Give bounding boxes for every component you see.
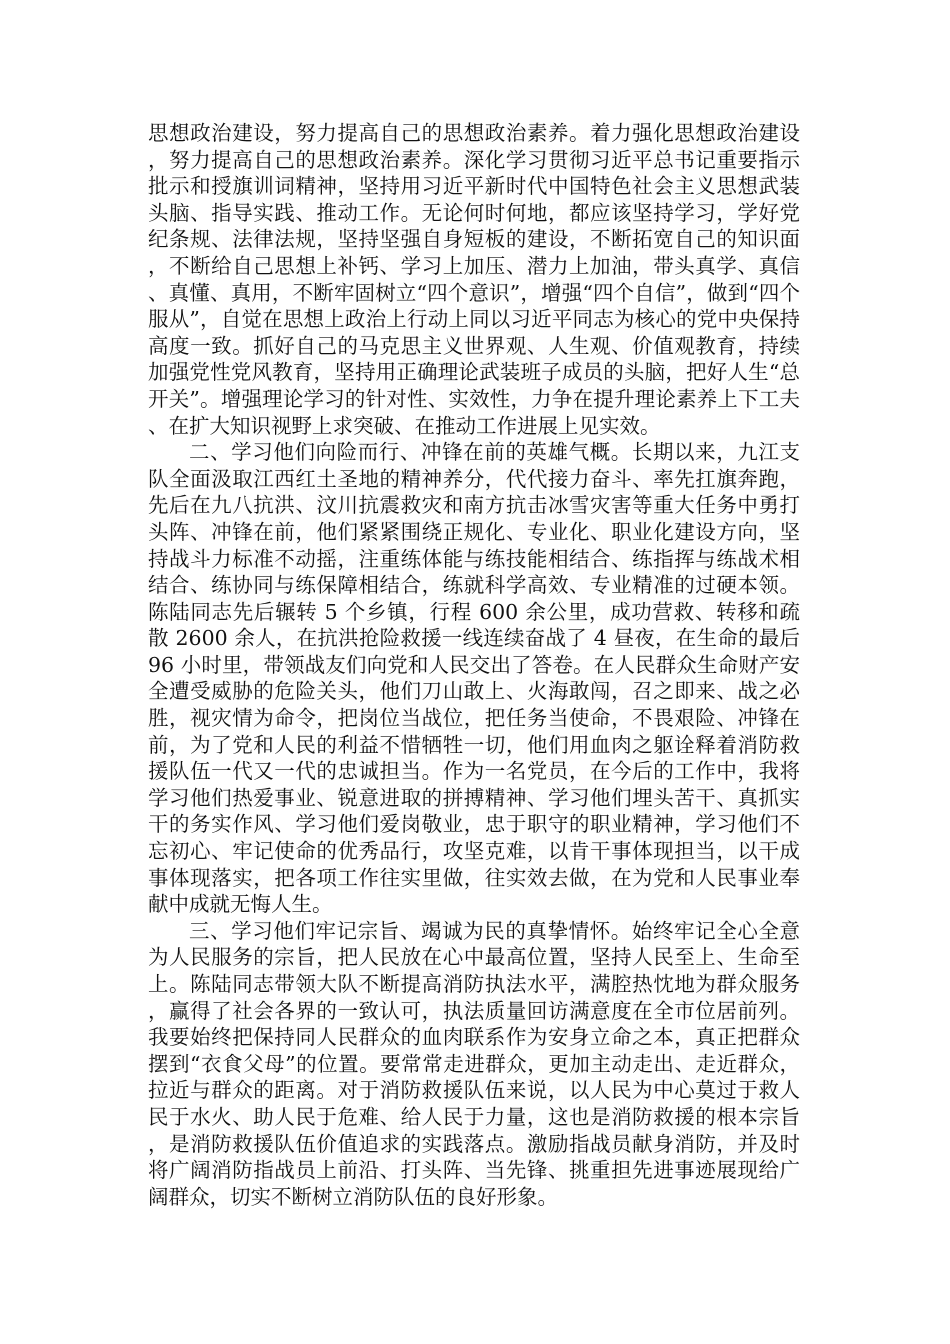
- paragraph-3: 三、学习他们牢记宗旨、竭诚为民的真挚情怀。始终牢记全心全意为人民服务的宗旨，把人民放在心中最高位置，坚持人民至上、生命至上。陈陆同志带领大队不断提高消防执法水平，满腔热忱地为群众服务，赢得了社会各界的一致认可，执法质量回访满意度在全市位居前列。我要始终把保持同人民群众的血肉联系作为安身立命之本，真正把群众摆到“衣食父母”的位置。要常常走进群众，更加主动走出、走近群众，拉近与群众的距离。对于消防救援队伍来说，以人民为中心莫过于救人民于水火、助人民于危难、给人民于力量，这也是消防救援的根本宗旨，是消防救援队伍价值追求的实践落点。激励指战员献身消防，并及时将广阔消防指战员上前沿、打头阵、当先锋、挑重担先进事迹展现给广阔群众，切实不断树立消防队伍的良好形象。: [148, 918, 800, 1209]
- paragraph-1: 思想政治建设，努力提高自己的思想政治素养。着力强化思想政治建设，努力提高自己的思想政治素养。深化学习贯彻习近平总书记重要指示批示和授旗训词精神，坚持用习近平新时代中国特色社会主义思想武装头脑、指导实践、推动工作。无论何时何地，都应该坚持学习，学好党纪条规、法律法规，坚持坚强自身短板的建设，不断拓宽自己的知识面，不断给自己思想上补钙、学习上加压、潜力上加油，带头真学、真信、真懂、真用，不断牢固树立“四个意识”，增强“四个自信”，做到“四个服从”，自觉在思想上政治上行动上同以习近平同志为核心的党中央保持高度一致。抓好自己的马克思主义世界观、人生观、价值观教育，持续加强党性党风教育，坚持用正确理论武装班子成员的头脑，把好人生“总开关”。增强理论学习的针对性、实效性，力争在提升理论素养上下工夫、在扩大知识视野上求突破、在推动工作进展上见实效。: [148, 121, 800, 438]
- document-body: [148, 120, 800, 1210]
- paragraph-2: 二、学习他们向险而行、冲锋在前的英雄气概。长期以来，九江支队全面汲取江西红土圣地的精神养分，代代接力奋斗、率先扛旗奔跑，先后在九八抗洪、汶川抗震救灾和南方抗击冰雪灾害等重大任务中勇打头阵、冲锋在前，他们紧紧围绕正规化、专业化、职业化建设方向，坚持战斗力标准不动摇，注重练体能与练技能相结合、练指挥与练战术相结合、练协同与练保障相结合，练就科学高效、专业精准的过硬本领。陈陆同志先后辗转 5 个乡镇，行程 600 余公里，成功营救、转移和疏散 2600 余人，在抗洪抢险救援一线连续奋战了 4 昼夜，在生命的最后 96 小时里，带领战友们向党和人民交出了答卷。在人民群众生命财产安全遭受威胁的危险关头，他们刀山敢上、火海敢闯，召之即来、战之必胜，视灾情为命令，把岗位当战位，把任务当使命，不畏艰险、冲锋在前，为了党和人民的利益不惜牺牲一切，他们用血肉之躯诠释着消防救援队伍一代又一代的忠诚担当。作为一名党员，在今后的工作中，我将学习他们热爱事业、锐意进取的拼搏精神、学习他们埋头苦干、真抓实干的务实作风、学习他们爱岗敬业，忠于职守的职业精神，学习他们不忘初心、牢记使命的优秀品行，攻坚克难，以肯干事体现担当，以干成事体现落实，把各项工作往实里做，往实效去做，在为党和人民事业奉献中成就无悔人生。: [148, 440, 800, 917]
